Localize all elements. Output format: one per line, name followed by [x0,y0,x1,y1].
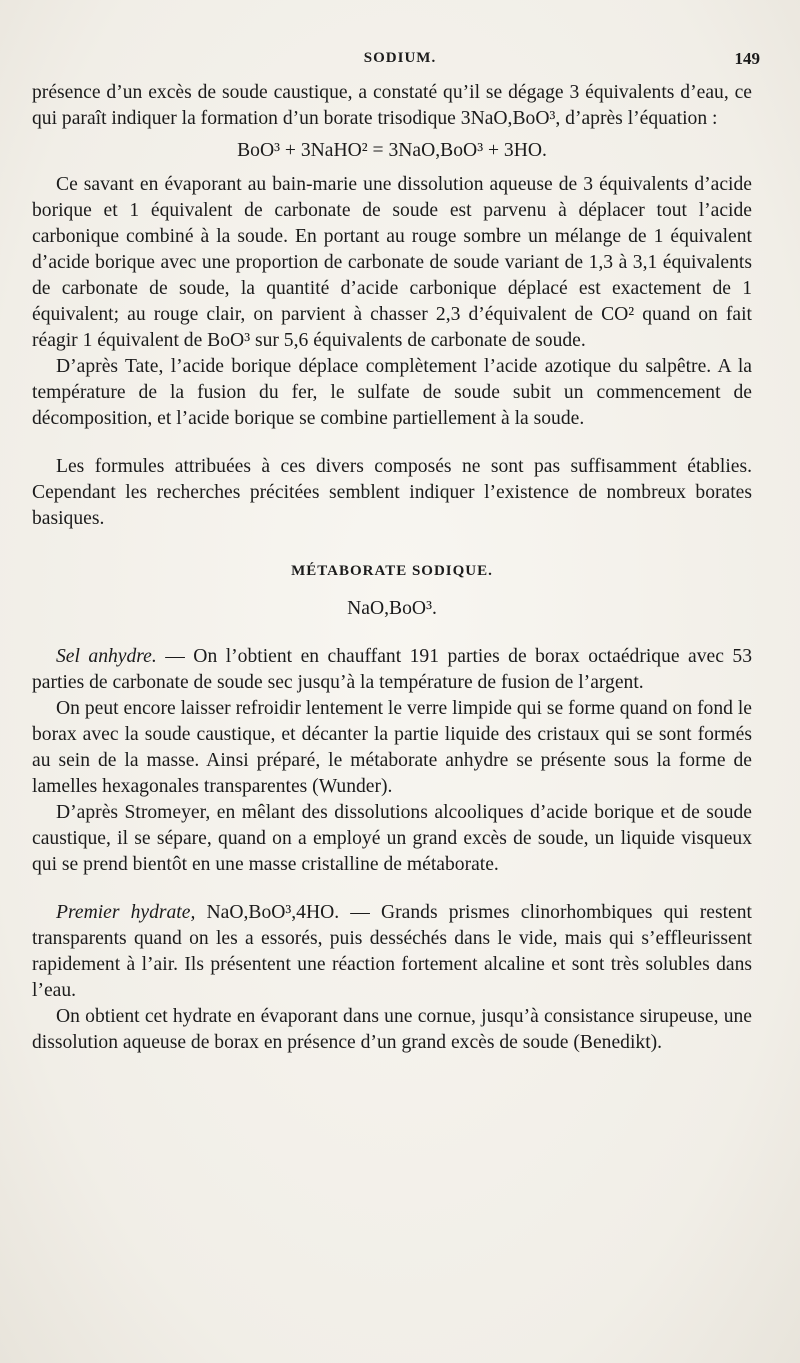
spacer [32,432,752,454]
paragraph-4: Les formules attribuées à ces divers composés ne sont pas suffisamment établies. Cependant les recherches précitées semblent indiquer l’existence de nombreux borates basiques. [32,456,752,529]
section-title: MÉTABORATE SODIQUE. [291,563,493,579]
paragraph-8-text: NaO,BoO³,4HO. — Grands prismes clinorhombiques qui restent transparents quand on les a essorés, puis desséchés dans le vide, mais qui s’effleurissent rapidement à l’air. Ils présentent une réaction fortement alcaline et sont très solubles dans l’eau. [32,902,752,1001]
body-text [32,80,752,1056]
section-formula: NaO,BoO³. [347,598,437,619]
paragraph-9: On obtient cet hydrate en évaporant dans une cornue, jusqu’à consistance sirupeuse, une dissolution aqueuse de borax en présence d’un grand excès de soude (Benedikt). [32,1006,752,1053]
page-number: 149 [734,49,760,68]
running-header: SODIUM. [363,50,437,66]
chemical-equation: BoO³ + 3NaHO² = 3NaO,BoO³ + 3HO. [237,140,547,161]
paragraph-5-text: — On l’obtient en chauffant 191 parties de borax octaédrique avec 53 parties de carbonate de soude sec jusqu’à la température de fusion de l’argent. [32,646,752,693]
paragraph-3: D’après Tate, l’acide borique déplace complètement l’acide azotique du salpêtre. A la température de la fusion du fer, le sulfate de soude subit un commencement de décomposition, et l’acide borique se combine partiellement à la soude. [32,356,752,429]
paragraph-1: présence d’un excès de soude caustique, a constaté qu’il se dégage 3 équivalents d’eau, ce qui paraît indiquer la formation d’un borate trisodique 3NaO,BoO³, d’après l’équation : [32,82,752,129]
spacer [32,878,752,900]
paragraph-2: Ce savant en évaporant au bain-marie une dissolution aqueuse de 3 équivalents d’acide borique et 1 équivalent de carbonate de soude est parvenu à déplacer tout l’acide carbonique combiné à la soude. En portant au rouge sombre un mélange de 1 équivalent d’acide borique avec une proportion de carbonate de soude variant de 1,3 à 3,1 équivalents de carbonate de soude, la quantité d’acide carbonique déplacé est exactement de 1 équivalent; au rouge clair, on parvient à chasser 2,3 d’équivalent de CO² quand on fait réagir 1 équivalent de BoO³ sur 5,6 équivalents de carbonate de soude. [32,174,752,351]
paragraph-8 [32,900,752,1004]
paragraph-5-lead: Sel anhydre. [56,646,157,667]
paragraph-6: On peut encore laisser refroidir lentement le verre limpide qui se forme quand on fond le borax avec la soude caustique, et décanter la partie liquide des cristaux qui se sont formés au sein de la masse. Ainsi préparé, le métaborate anhydre se présente sous la forme de lamelles hexagonales transparentes (Wunder). [32,698,752,797]
paragraph-7: D’après Stromeyer, en mêlant des dissolutions alcooliques d’acide borique et de soude caustique, il se sépare, quand on a employé un grand excès de soude, un liquide visqueux qui se prend bientôt en une masse cristalline de métaborate. [32,802,752,875]
paragraph-5 [32,644,752,696]
paragraph-8-lead: Premier hydrate, [56,902,196,923]
